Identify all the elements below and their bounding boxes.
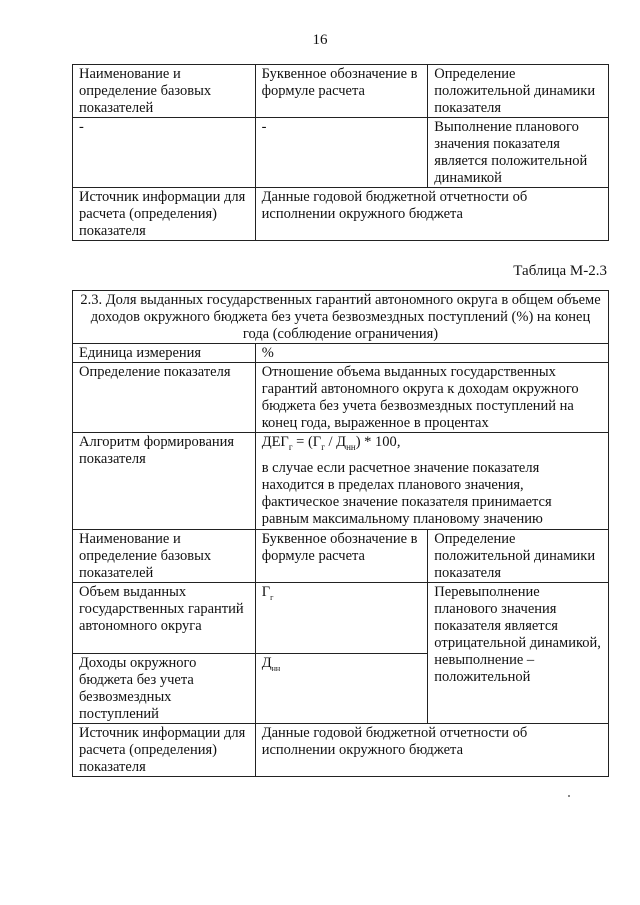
symbol-g: $Г_г$	[261, 584, 274, 602]
base-indicators-table-continued	[72, 64, 609, 241]
definition-row	[73, 363, 609, 433]
table-header-row	[73, 65, 609, 118]
source-value: Данные годовой бюджетной отчетности об исполнении окружного бюджета	[255, 188, 608, 241]
header-base-indicators: Наименование и определение базовых показателей	[73, 65, 256, 118]
header-base-indicators: Наименование и определение базовых показателей	[73, 530, 256, 583]
header-positive-dynamics: Определение положительной динамики показателя	[428, 65, 609, 118]
indicator-table-m-2-3	[72, 290, 609, 777]
symbol-guarantees	[255, 583, 428, 654]
base-indicator-row	[73, 583, 609, 654]
source-value: Данные годовой бюджетной отчетности об исполнении окружного бюджета	[255, 724, 608, 777]
algorithm-label: Алгоритм формирования показателя	[73, 433, 256, 530]
table-header-row	[73, 530, 609, 583]
unit-row	[73, 344, 609, 363]
dynamics-cell: Перевыполнение планового значения показателя является отрицательной динамикой, невыполнение – положительной	[428, 583, 609, 724]
definition-label: Определение показателя	[73, 363, 256, 433]
source-row	[73, 724, 609, 777]
table-row	[73, 118, 609, 188]
source-label: Источник информации для расчета (определения) показателя	[73, 188, 256, 241]
indicator-title: 2.3. Доля выданных государственных гарантий автономного округа в общем объеме доходов окружного бюджета без учета безвозмездных поступлений (%) на конец года (соблюдение ограничения)	[73, 291, 609, 344]
table-title-row	[73, 291, 609, 344]
header-positive-dynamics: Определение положительной динамики показателя	[428, 530, 609, 583]
dynamics-cell: Выполнение планового значения показателя является положительной динамикой	[428, 118, 609, 188]
table-label: Таблица М-2.3	[513, 263, 607, 279]
definition-value: Отношение объема выданных государственных гарантий автономного округа к доходам окружного бюджета без учета безвозмездных поступлений на конец года, выраженное в процентах	[255, 363, 608, 433]
symbol-revenues	[255, 654, 428, 724]
base-indicator-guarantees: Объем выданных государственных гарантий автономного округа	[73, 583, 256, 654]
symbol-d: $Д_{нн}$	[261, 655, 281, 673]
symbol-cell: -	[255, 118, 428, 188]
header-letter-symbol: Буквенное обозначение в формуле расчета	[255, 530, 428, 583]
unit-label: Единица измерения	[73, 344, 256, 363]
unit-value: %	[255, 344, 608, 363]
algorithm-cell	[255, 433, 608, 530]
base-indicator-cell: -	[73, 118, 256, 188]
formula: $ДЕГ_г = (Г_г / Д_{нн}) * 100$,	[261, 434, 401, 452]
base-indicator-revenues: Доходы окружного бюджета без учета безвозмездных поступлений	[73, 654, 256, 724]
page-number: 16	[312, 32, 328, 48]
source-row	[73, 188, 609, 241]
algorithm-note: в случае если расчетное значение показателя находится в пределах планового значения, фактическое значение показателя принимается равным максимальному плановому значению	[261, 459, 552, 527]
algorithm-row	[73, 433, 609, 530]
source-label: Источник информации для расчета (определения) показателя	[73, 724, 256, 777]
scan-dot	[568, 795, 570, 797]
header-letter-symbol: Буквенное обозначение в формуле расчета	[255, 65, 428, 118]
